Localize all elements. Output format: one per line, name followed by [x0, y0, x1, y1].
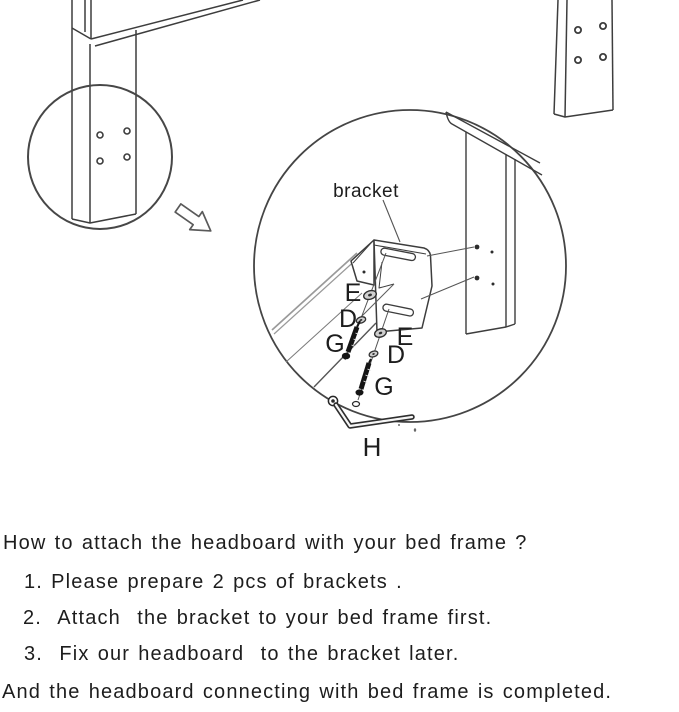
- bracket-callout-label: bracket: [333, 181, 399, 202]
- label-spring-washer-d-bottom: D: [386, 341, 406, 369]
- label-spring-washer-d-top: D: [338, 305, 358, 333]
- label-bolt-g-bottom: G: [374, 373, 394, 401]
- instructions-heading: How to attach the headboard with your bed frame ?: [3, 532, 528, 554]
- callout-leader-line: [383, 200, 400, 242]
- leg-bottom-edge: [72, 214, 136, 223]
- post-left-edge: [554, 0, 558, 114]
- detail-leg-bottom-edge: [466, 324, 515, 334]
- zoom-arrow-icon: [172, 199, 217, 240]
- leg-bolt-holes: [97, 128, 130, 164]
- detail-view: [272, 112, 542, 462]
- label-washer-e-bottom: E: [396, 323, 414, 351]
- instructions-footer: And the headboard connecting with bed frame is completed.: [2, 681, 613, 703]
- panel-chamfer-line: [72, 28, 91, 39]
- spring-washer-d-bottom: [368, 350, 378, 358]
- post-right-edge: [612, 0, 613, 110]
- post-bottom-edge: [554, 110, 613, 117]
- detail-leg: [466, 132, 515, 334]
- bracket-flange-hole: [363, 271, 366, 274]
- panel-bottom-edge-2: [95, 0, 260, 46]
- bolt-g-bottom: [356, 359, 372, 396]
- label-washer-e-top: E: [344, 279, 362, 307]
- label-bolt-g-top: G: [325, 330, 345, 358]
- detail-leg-holes: [475, 245, 495, 286]
- instruction-step-2: 2. Attach the bracket to your bed frame first.: [23, 607, 493, 629]
- panel-bottom-edge: [91, 0, 243, 39]
- magnifier-circle: [28, 85, 172, 229]
- headboard-edge-lines: [446, 112, 542, 175]
- headboard-panel-corner: [72, 0, 260, 46]
- instruction-step-1: 1. Please prepare 2 pcs of brackets .: [24, 571, 403, 593]
- label-allen-key-h: H: [362, 432, 382, 462]
- headboard-leg: [72, 28, 136, 223]
- bed-frame-post: [554, 0, 613, 117]
- washer-e-bottom: [374, 327, 388, 338]
- post-bolt-holes: [575, 23, 606, 63]
- print-specks: [398, 424, 416, 432]
- washer-hook: [353, 402, 360, 407]
- instruction-step-3: 3. Fix our headboard to the bracket later.: [24, 643, 460, 665]
- post-front-left-edge: [565, 0, 567, 117]
- spring-washer-d-top: [356, 316, 367, 325]
